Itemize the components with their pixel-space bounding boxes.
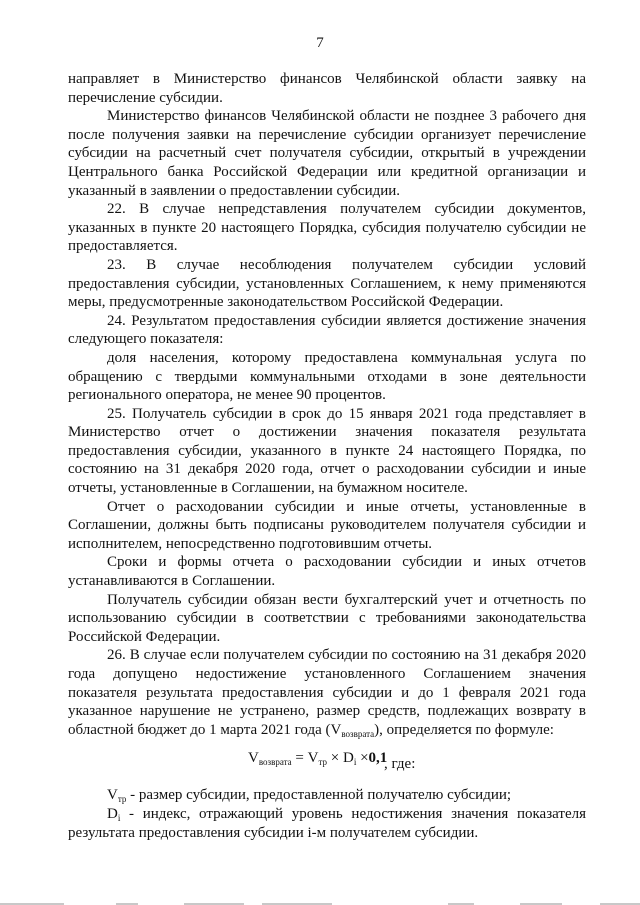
definition-subscript: i [117, 812, 121, 823]
paragraph-24: 24. Результатом предоставления субсидии является достижение значения следующего показателя: [68, 312, 586, 348]
definition-text: - индекс, отражающий уровень недостижения значения показателя результата предоставления субсидии i-м получателем субсидии. [68, 805, 586, 841]
document-body [68, 70, 586, 842]
paragraph-26-tail: ), определяется по формуле: [374, 721, 554, 738]
paragraph: Отчет о расходовании субсидии и иные отчеты, установленные в Соглашении, должны быть подписаны руководителем получателя субсидии и исполнителем, непосредственно подготовившим отчеты. [68, 498, 586, 552]
formula-v: V [307, 750, 319, 767]
paragraph: Получатель субсидии обязан вести бухгалтерский учет и отчетность по использованию субсидии в соответствии с требованиями законодательства Российской Федерации. [68, 591, 586, 645]
formula-d-sub: i [353, 757, 357, 768]
formula-d: D [342, 750, 354, 767]
formula-lhs: V [248, 750, 259, 767]
formula-multiply: × [327, 750, 343, 767]
page-number: 7 [316, 35, 324, 51]
paragraph-25: 25. Получатель субсидии в срок до 15 января 2021 года представляет в Министерство отчет о достижении значения показателя результата предоставления субсидии, указанного в пункте 24 настоящего Порядка, по состоянию на 31 декабря 2020 года, отчет о расходовании субсидии и иные отчеты, установленные в Соглашении, на бумажном носителе. [68, 405, 586, 497]
formula-multiply: × [356, 750, 369, 767]
formula-coefficient: 0,1 [368, 750, 388, 767]
paragraph-26-text: 26. В случае если получателем субсидии по состоянию на 31 декабря 2020 года допущено недостижение установленного Соглашением значения показателя результата предоставления субсидии и до 1 февраля 2021 года указанное нарушение не устранено, размер средств, подлежащих возврату в областной бюджет до 1 марта 2021 года (V [68, 647, 586, 738]
paragraph-indicator: доля населения, которому предоставлена коммунальная услуга по обращению с твердыми коммунальными отходами в зоне деятельности регионального оператора, не менее 90 процентов. [68, 349, 586, 404]
paragraph-23: 23. В случае несоблюдения получателем субсидии условий предоставления субсидии, установленных Соглашением, к нему применяются меры, предусмотренные законодательством Российской Федерации. [68, 256, 586, 311]
formula-v-sub: тр [318, 757, 327, 768]
definition-item [68, 786, 586, 805]
paragraph-22: 22. В случае непредставления получателем субсидии документов, указанных в пункте 20 настоящего Порядка, субсидия получателю субсидии не предоставляется. [68, 201, 586, 255]
formula-lhs-sub: возврата [258, 757, 292, 768]
subscript: возврата [341, 728, 375, 739]
paragraph: Сроки и формы отчета о расходовании субсидии и иных отчетов устанавливаются в Соглашении. [68, 554, 586, 590]
definition-symbol: D [107, 805, 118, 822]
paragraph: Министерство финансов Челябинской области не позднее 3 рабочего дня после получения заявки на перечисление субсидии организует перечисление субсидии на расчетный счет получателя субсидии, открытый в учреждении Центрального банка Российской Федерации или кредитной организации и указанный в заявлении о предоставлении субсидии. [68, 108, 586, 199]
formula-where: , где: [384, 756, 416, 773]
formula-row [68, 745, 586, 779]
definition-subscript: тр [117, 794, 127, 805]
formula-equals: = [291, 750, 308, 767]
definition-symbol: V [107, 787, 118, 804]
definition-text: - размер субсидии, предоставленной получателю субсидии; [126, 787, 512, 804]
formula [248, 749, 387, 768]
paragraph: направляет в Министерство финансов Челябинской области заявку на перечисление субсидии. [68, 71, 586, 106]
paragraph-26 [68, 646, 586, 739]
definition-item [68, 805, 586, 842]
